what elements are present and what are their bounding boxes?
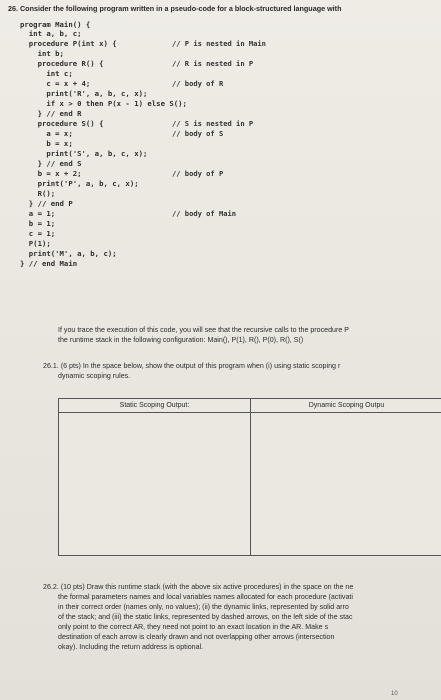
code-comment: // body of P	[172, 169, 224, 178]
code-line: } // end P	[20, 199, 73, 208]
code-line: } // end S	[20, 159, 82, 168]
code-comment: // body of Main	[172, 209, 237, 218]
code-line: c = 1;	[20, 229, 56, 238]
code-line: b = x;	[20, 139, 73, 148]
question-26-2-text: destination of each arrow is clearly drawn and not overlapping other arrows (intersection	[58, 633, 335, 641]
code-comment: // body of S	[172, 129, 224, 138]
code-line: procedure P(int x) {	[20, 39, 117, 48]
code-line: print('P', a, b, c, x);	[20, 179, 139, 188]
code-comment: // R is nested in P	[172, 59, 254, 68]
question-26-1-text: 26.1. (6 pts) In the space below, show the output of this program when (i) using static scoping r	[43, 362, 341, 370]
code-line: c = x + 4;	[20, 79, 91, 88]
question-26-2-text: the formal parameters names and local variables names allocated for each procedure (activati	[58, 593, 353, 601]
code-line: R();	[20, 189, 56, 198]
code-block	[14, 20, 441, 320]
code-comment: // P is nested in Main	[172, 39, 266, 48]
question-26-1-text: dynamic scoping rules.	[58, 372, 131, 380]
trace-text-line: the runtime stack in the following configuration: Main(), P(1), R(), P(0), R(), S()	[58, 336, 304, 344]
question-26-2-text: 26.2. (10 pts) Draw this runtime stack (with the above six active procedures) in the space on the ne	[43, 583, 354, 591]
scoping-output-table	[58, 398, 441, 556]
code-line: a = 1;	[20, 209, 56, 218]
code-line: print('M', a, b, c);	[20, 249, 117, 258]
code-line: b = x + 2;	[20, 169, 82, 178]
code-line: b = 1;	[20, 219, 56, 228]
question-header: 26. Consider the following program written in a pseudo-code for a block-structured language with	[8, 4, 342, 13]
static-scoping-answer-area[interactable]	[59, 413, 250, 556]
question-26-2-text: of the stack; and (iii) the static links, represented by dashed arrows, on the left side of the stac	[58, 613, 353, 621]
question-26-2-text: okay). Including the return address is optional.	[58, 643, 204, 651]
code-comment: // S is nested in P	[172, 119, 254, 128]
code-line: procedure S() {	[20, 119, 104, 128]
code-line: print('S', a, b, c, x);	[20, 149, 148, 158]
code-line: } // end R	[20, 109, 82, 118]
code-line: procedure R() {	[20, 59, 104, 68]
code-line: } // end Main	[20, 259, 78, 268]
static-scoping-header: Static Scoping Output:	[59, 399, 251, 413]
code-line: int c;	[20, 69, 73, 78]
code-comment: // body of R	[172, 79, 224, 88]
dynamic-scoping-header: Dynamic Scoping Outpu	[251, 399, 441, 413]
code-line: int a, b, c;	[20, 29, 82, 38]
code-line: a = x;	[20, 129, 73, 138]
page-number: 10	[391, 691, 398, 697]
code-line: P(1);	[20, 239, 51, 248]
question-26-2-text: only point to the correct AR, they need not point to an exact location in the AR. Make s	[58, 623, 329, 631]
code-line: int b;	[20, 49, 64, 58]
code-line: program Main() {	[20, 20, 91, 29]
dynamic-scoping-answer-area[interactable]	[251, 413, 441, 556]
question-26-2-text: in their correct order (names only, no values); (ii) the dynamic links, represented by solid arro	[58, 603, 349, 611]
code-line: print('R', a, b, c, x);	[20, 89, 148, 98]
code-line: if x > 0 then P(x - 1) else S();	[20, 99, 187, 108]
trace-text-line: If you trace the execution of this code, you will see that the recursive calls to the procedure P	[58, 326, 349, 334]
